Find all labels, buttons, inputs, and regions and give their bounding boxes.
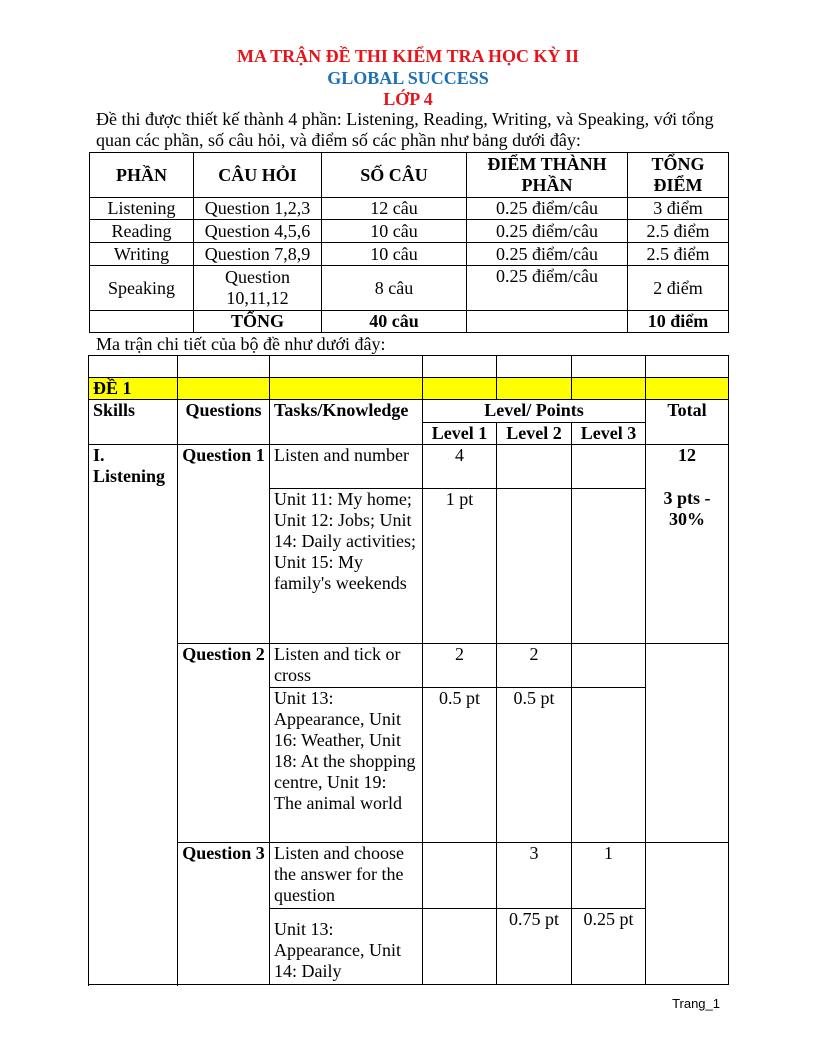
question-label: Question 3 [178, 843, 270, 985]
summary-row [90, 266, 729, 311]
summary-cell: Listening [90, 198, 194, 220]
de-row [89, 378, 729, 400]
task-text: Listen and choose the answer for the question [270, 843, 423, 909]
level3-count [572, 445, 646, 489]
summary-total-row [90, 311, 729, 333]
summary-cell: 8 câu [322, 266, 467, 311]
question-task-row [89, 644, 729, 688]
summary-header-cell: SỐ CÂU [322, 153, 467, 198]
summary-cell: 0.25 điểm/câu [467, 220, 628, 243]
skills-header: Skills [89, 400, 178, 445]
question-task-row [89, 843, 729, 909]
summary-total-cell [467, 311, 628, 333]
level2-points: 0.5 pt [497, 688, 572, 843]
summary-cell: 0.25 điểm/câu [467, 243, 628, 266]
level2-count: 3 [497, 843, 572, 909]
summary-header-row [90, 153, 729, 198]
summary-cell: 10 câu [322, 220, 467, 243]
summary-row [90, 220, 729, 243]
questions-header: Questions [178, 400, 270, 445]
matrix-header-row [89, 400, 729, 423]
question-label: Question 1 [178, 445, 270, 644]
summary-cell: Question 1,2,3 [194, 198, 322, 220]
level2-count [497, 445, 572, 489]
grade-label: LỚP 4 [383, 89, 433, 109]
page-number: Trang_1 [672, 996, 720, 1011]
level3-count [572, 644, 646, 688]
de-label: ĐỀ 1 [89, 378, 178, 400]
document-title: MA TRẬN ĐỀ THI KIỂM TRA HỌC KỲ II [236, 46, 580, 66]
summary-cell: Reading [90, 220, 194, 243]
unit-text: Unit 13: Appearance, Unit 16: Weather, Unit 18: At the shopping centre, Unit 19: The animal world [270, 688, 423, 843]
level2-header: Level 2 [497, 423, 572, 445]
summary-header-cell: PHẦN [90, 153, 194, 198]
summary-table [89, 152, 729, 333]
summary-cell: 2 điểm [628, 266, 729, 311]
task-text: Listen and number [270, 445, 423, 489]
level3-points [572, 688, 646, 843]
total-points: 3 pts - 30% [663, 488, 711, 529]
level1-points: 0.5 pt [423, 688, 497, 843]
level-points-header: Level/ Points [423, 400, 646, 423]
summary-cell: 2.5 điểm [628, 220, 729, 243]
summary-cell: Question 4,5,6 [194, 220, 322, 243]
summary-header-cell: TỔNG ĐIỂM [628, 153, 729, 198]
task-text: Listen and tick or cross [270, 644, 423, 688]
summary-header-cell: ĐIỂM THÀNH PHẦN [467, 153, 628, 198]
summary-cell: Speaking [90, 266, 194, 311]
summary-total-cell: 10 điểm [628, 311, 729, 333]
summary-cell: 0.25 điểm/câu [467, 198, 628, 220]
unit-text: Unit 11: My home; Unit 12: Jobs; Unit 14: Daily activities; Unit 15: My family's weekends [270, 489, 423, 644]
summary-cell: 12 câu [322, 198, 467, 220]
level2-points [497, 489, 572, 644]
intro-paragraph: Đề thi được thiết kế thành 4 phần: Listening, Reading, Writing, và Speaking, với tổng quan các phần, số câu hỏi, và điểm số các phần như bảng dưới đây: [96, 109, 714, 150]
summary-cell: Writing [90, 243, 194, 266]
summary-total-cell: 40 câu [322, 311, 467, 333]
tasks-header: Tasks/Knowledge [270, 400, 423, 445]
total-value: 12 [678, 445, 696, 465]
level1-count: 2 [423, 644, 497, 688]
level1-points [423, 909, 497, 985]
level1-count: 4 [423, 445, 497, 489]
summary-cell: 10 câu [322, 243, 467, 266]
level2-points: 0.75 pt [497, 909, 572, 985]
summary-row [90, 243, 729, 266]
detail-matrix-table [88, 355, 729, 985]
blank-row [89, 356, 729, 378]
unit-text: Unit 13: Appearance, Unit 14: Daily [270, 909, 423, 985]
summary-cell: 2.5 điểm [628, 243, 729, 266]
skill-listening: I. Listening [89, 445, 178, 985]
document-subtitle: GLOBAL SUCCESS [327, 68, 489, 88]
level3-header: Level 3 [572, 423, 646, 445]
summary-header-cell: CÂU HỎI [194, 153, 322, 198]
summary-row [90, 198, 729, 220]
level2-count: 2 [497, 644, 572, 688]
level3-points: 0.25 pt [572, 909, 646, 985]
question-task-row [89, 445, 729, 489]
summary-cell: Question 7,8,9 [194, 243, 322, 266]
question-label: Question 2 [178, 644, 270, 843]
level3-count: 1 [572, 843, 646, 909]
level3-points [572, 489, 646, 644]
level1-header: Level 1 [423, 423, 497, 445]
summary-cell: Question 10,11,12 [194, 266, 322, 311]
summary-cell: 0.25 điểm/câu [467, 266, 628, 311]
matrix-intro: Ma trận chi tiết của bộ đề như dưới đây: [96, 334, 386, 354]
summary-total-cell: TỔNG [194, 311, 322, 333]
level1-count [423, 843, 497, 909]
total-header: Total [646, 400, 729, 445]
level1-points: 1 pt [423, 489, 497, 644]
summary-cell: 3 điểm [628, 198, 729, 220]
listening-total [646, 445, 729, 644]
summary-total-cell [90, 311, 194, 333]
